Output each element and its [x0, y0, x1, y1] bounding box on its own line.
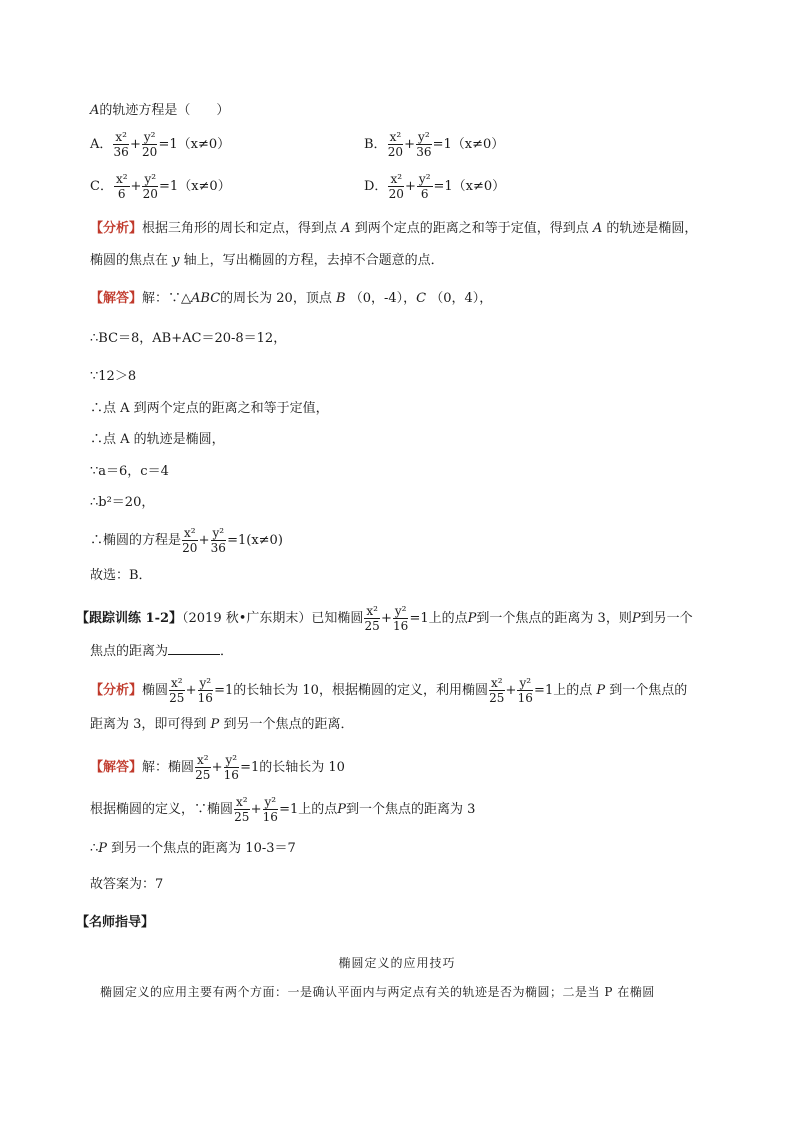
solution1-line4: ∴点 A 到两个定点的距离之和等于定值，	[90, 401, 329, 416]
option-b: B． $\frac{\text{x²}}{20}$ + $\frac{\text{y²}}{36}$ =1（x≠0）	[364, 130, 505, 159]
analysis1-line1: 【分析】根据三角形的周长和定点，得到点 A 到两个定点的距离之和等于定值，得到点 A 的轨迹是椭圆，	[90, 221, 698, 236]
solution1-line7: ∴b²＝20，	[90, 495, 155, 510]
followup-line1: 【跟踪训练 1-2】（2019 秋•广东期末）已知椭圆 $\frac{\text{x²}}{25}$ + $\frac{\text{y²}}{16}$ =1上的点P到一个焦点的距离为 3，则P到另一个	[76, 604, 693, 633]
option-c: C． $\frac{\text{x²}}{6}$ + $\frac{\text{y²}}{20}$ =1（x≠0）	[90, 172, 231, 201]
answer-blank	[168, 642, 220, 655]
solution1-line3: ∵12＞8	[90, 369, 137, 384]
solution2-line4: 故答案为：7	[90, 877, 164, 892]
analysis2-line2: 距离为 3，即可得到 P 到另一个焦点的距离．	[90, 717, 354, 732]
teacher-text: 椭圆定义的应用主要有两个方面：一是确认平面内与两定点有关的轨迹是否为椭圆；二是当 P 在椭圆	[100, 985, 655, 999]
option-a: A． $\frac{\text{x²}}{36}$ + $\frac{\text{y²}}{20}$ =1（x≠0）	[90, 130, 231, 159]
solution2-line2: 根据椭圆的定义，∵椭圆 $\frac{\text{x²}}{25}$ + $\frac{\text{y²}}{16}$ =1上的点P到一个焦点的距离为 3	[90, 795, 476, 824]
solution1-line9: 故选：B．	[90, 568, 152, 583]
solution2-line3: ∴P 到另一个焦点的距离为 10-3＝7	[90, 841, 296, 856]
analysis2-line1: 【分析】椭圆 $\frac{\text{x²}}{25}$ + $\frac{\text{y²}}{16}$ =1的长轴长为 10，根据椭圆的定义，利用椭圆 $\frac{\text{x²}}{25}$ + $\frac{\text{y²}}{16}$ =1上的点 P 到一个焦点的	[90, 676, 688, 705]
solution1-line5: ∴点 A 的轨迹是椭圆，	[90, 432, 225, 447]
question-stem: A的轨迹方程是（ ）	[90, 103, 230, 118]
analysis1-line2: 椭圆的焦点在 y 轴上，写出椭圆的方程，去掉不合题意的点．	[90, 253, 444, 268]
solution1-line1: 【解答】解：∵△ABC的周长为 20，顶点 B （0，-4），C （0，4），	[90, 291, 493, 306]
teacher-tag: 【名师指导】	[76, 915, 155, 930]
solution1-line6: ∵a＝6，c＝4	[90, 464, 169, 479]
option-d: D． $\frac{\text{x²}}{20}$ + $\frac{\text{y²}}{6}$ =1（x≠0）	[364, 172, 506, 201]
solution2-line1: 【解答】解：椭圆 $\frac{\text{x²}}{25}$ + $\frac{\text{y²}}{16}$ =1的长轴长为 10	[90, 753, 345, 782]
solution1-line8: ∴椭圆的方程是 $\frac{\text{x²}}{20}$ + $\frac{\text{y²}}{36}$ =1(x≠0)	[90, 526, 283, 555]
solution1-line2: ∴BC＝8，AB+AC＝20-8＝12，	[90, 331, 287, 346]
teacher-title: 椭圆定义的应用技巧	[338, 956, 456, 970]
var-a: A	[90, 103, 100, 118]
followup-line2: 焦点的距离为 ．	[90, 644, 234, 659]
